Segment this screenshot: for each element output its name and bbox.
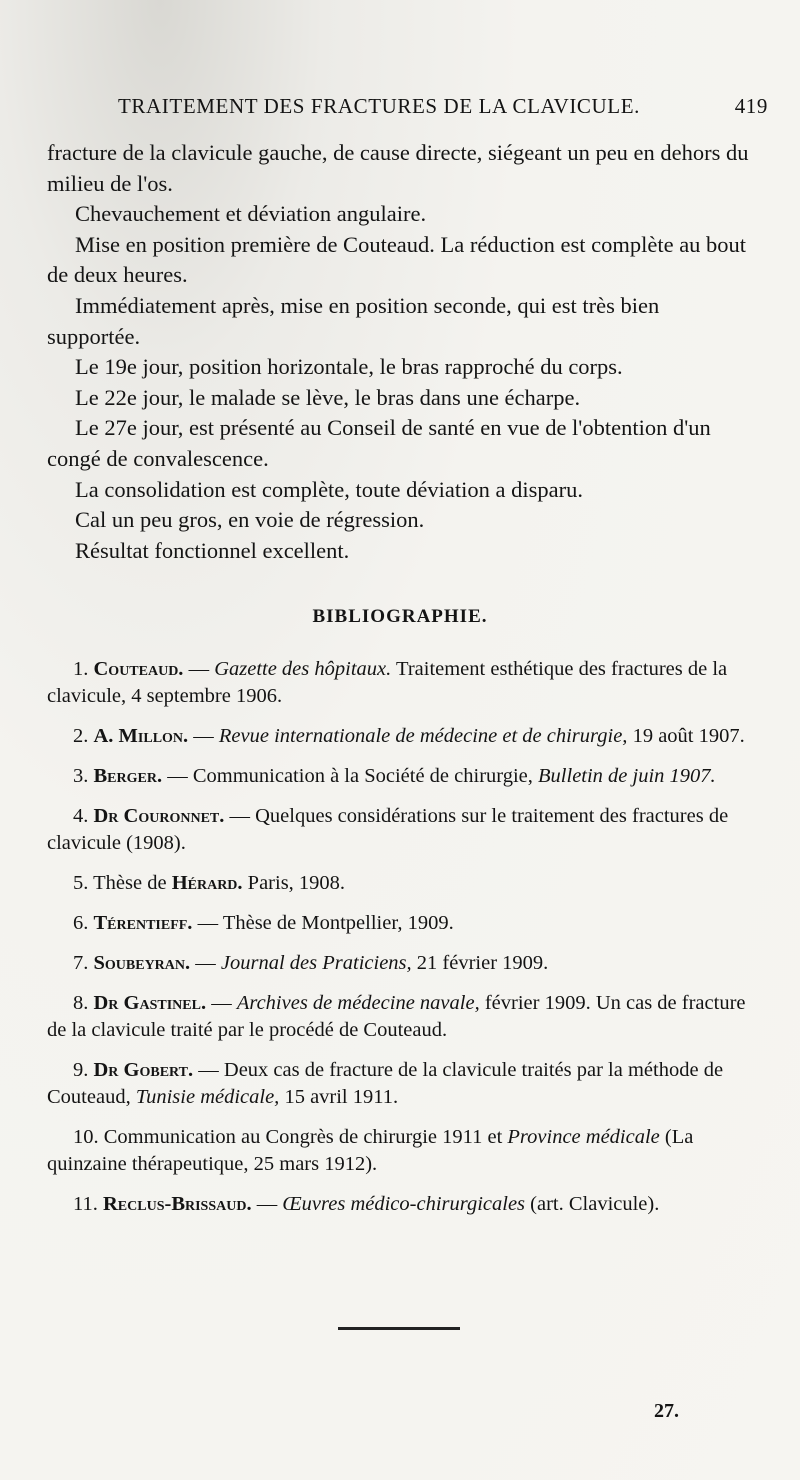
bibliography-entry [47, 910, 757, 937]
entry-author: Hérard. [171, 872, 243, 894]
entry-number: 5. [73, 872, 89, 894]
entry-rest: Traitement esthétique des fractures de la clavicule, 4 septembre 1906. [47, 658, 728, 707]
entry-title: Province médicale [507, 1126, 660, 1148]
bibliography-entry [47, 723, 757, 750]
entry-separator: — [162, 765, 193, 787]
bibliography-entry [47, 803, 757, 857]
entry-author: Dr Gobert. [93, 1059, 194, 1081]
paragraph: Le 22e jour, le malade se lève, le bras dans une écharpe. [75, 384, 581, 410]
entry-number: 1. [73, 658, 89, 680]
entry-number: 11. [73, 1193, 98, 1215]
entry-number: 9. [73, 1059, 89, 1081]
bibliography-entry [47, 870, 757, 897]
body-text [47, 138, 757, 566]
paragraph: Le 19e jour, position horizontale, le bras rapproché du corps. [75, 354, 623, 380]
bibliography-entry [47, 656, 757, 710]
entry-author: Berger. [93, 765, 163, 787]
bibliography-entry [47, 990, 757, 1044]
entry-author: Dr Couronnet. [93, 805, 225, 827]
bibliography-title: BIBLIOGRAPHIE. [312, 606, 488, 627]
entry-rest: Thèse de Montpellier, 1909. [222, 912, 454, 934]
entry-prefix: Thèse de [93, 872, 172, 894]
entry-number: 7. [73, 952, 89, 974]
entry-title: Revue internationale de médecine et de chirurgie, [218, 725, 628, 747]
bibliography-list [47, 656, 757, 1231]
entry-author: Dr Gastinel. [93, 992, 207, 1014]
entry-separator: — [192, 912, 223, 934]
paragraph: Cal un peu gros, en voie de régression. [75, 507, 425, 533]
entry-prefix: Communication au Congrès de chirurgie 1911 et [103, 1126, 508, 1148]
entry-separator: — [206, 992, 237, 1014]
entry-number: 8. [73, 992, 89, 1014]
entry-title: Archives de médecine navale, [236, 992, 480, 1014]
bibliography-entry [47, 950, 757, 977]
entry-title: Tunisie médicale, [135, 1086, 280, 1108]
entry-separator: — [224, 805, 256, 827]
entry-rest: février 1909. Un cas de fracture de la clavicule traité par le procédé de Couteaud. [47, 992, 746, 1041]
running-title: TRAITEMENT DES FRACTURES DE LA CLAVICULE. [118, 94, 641, 118]
entry-author: Térentieff. [93, 912, 193, 934]
entry-separator: — [193, 1059, 224, 1081]
bibliography-entry [47, 1191, 757, 1218]
entry-title: Journal des Praticiens, [220, 952, 412, 974]
paragraph: Le 27e jour, est présenté au Conseil de santé en vue de l'obtention d'un congé de convalescence. [47, 415, 711, 471]
signature-mark: 27. [654, 1400, 679, 1422]
entry-number: 3. [73, 765, 89, 787]
running-header [118, 94, 768, 119]
paragraph: fracture de la clavicule gauche, de cause directe, siégeant un peu en dehors du milieu de l'os. [47, 140, 749, 196]
entry-number: 6. [73, 912, 89, 934]
closing-rule [338, 1327, 460, 1330]
entry-author: Couteaud. [93, 658, 184, 680]
entry-number: 10. [73, 1126, 99, 1148]
bibliography-entry [47, 763, 757, 790]
bibliography-entry [47, 1057, 757, 1111]
entry-separator: — [190, 952, 221, 974]
entry-title: Œuvres médico-chirurgicales [282, 1193, 526, 1215]
entry-separator: — [183, 658, 215, 680]
entry-rest: 15 avril 1911. [279, 1086, 399, 1108]
paragraph: Immédiatement après, mise en position seconde, qui est très bien supportée. [47, 292, 660, 349]
entry-author: A. Millon. [93, 725, 189, 747]
paragraph: La consolidation est complète, toute déviation a disparu. [75, 476, 583, 502]
entry-rest: Paris, 1908. [242, 872, 346, 894]
entry-number: 2. [73, 725, 89, 747]
entry-rest: 19 août 1907. [627, 725, 745, 747]
entry-author: Soubeyran. [93, 952, 191, 974]
paragraph: Résultat fonctionnel excellent. [75, 537, 350, 563]
entry-prefix: Communication à la Société de chirurgie, [192, 765, 539, 787]
entry-rest: Quelques considérations sur le traitement des fractures de clavicule (1908). [47, 805, 729, 854]
bibliography-entry [47, 1124, 757, 1178]
entry-separator: — [251, 1193, 283, 1215]
paragraph: Chevauchement et déviation angulaire. [75, 201, 427, 227]
entry-number: 4. [73, 805, 89, 827]
entry-rest: 21 février 1909. [411, 952, 549, 974]
entry-author: Reclus-Brissaud. [103, 1193, 252, 1215]
entry-title: Bulletin de juin 1907. [538, 765, 716, 787]
entry-rest: (La quinzaine thérapeutique, 25 mars 1912). [47, 1126, 694, 1175]
folio-number: 419 [734, 94, 768, 118]
paragraph: Mise en position première de Couteaud. La réduction est complète au bout de deux heures. [47, 231, 747, 288]
entry-separator: — [188, 725, 219, 747]
entry-title: Gazette des hôpitaux. [214, 658, 392, 680]
entry-rest: (art. Clavicule). [525, 1193, 660, 1215]
entry-prefix: Deux cas de fracture de la clavicule traités par la méthode de Couteaud, [47, 1059, 724, 1108]
